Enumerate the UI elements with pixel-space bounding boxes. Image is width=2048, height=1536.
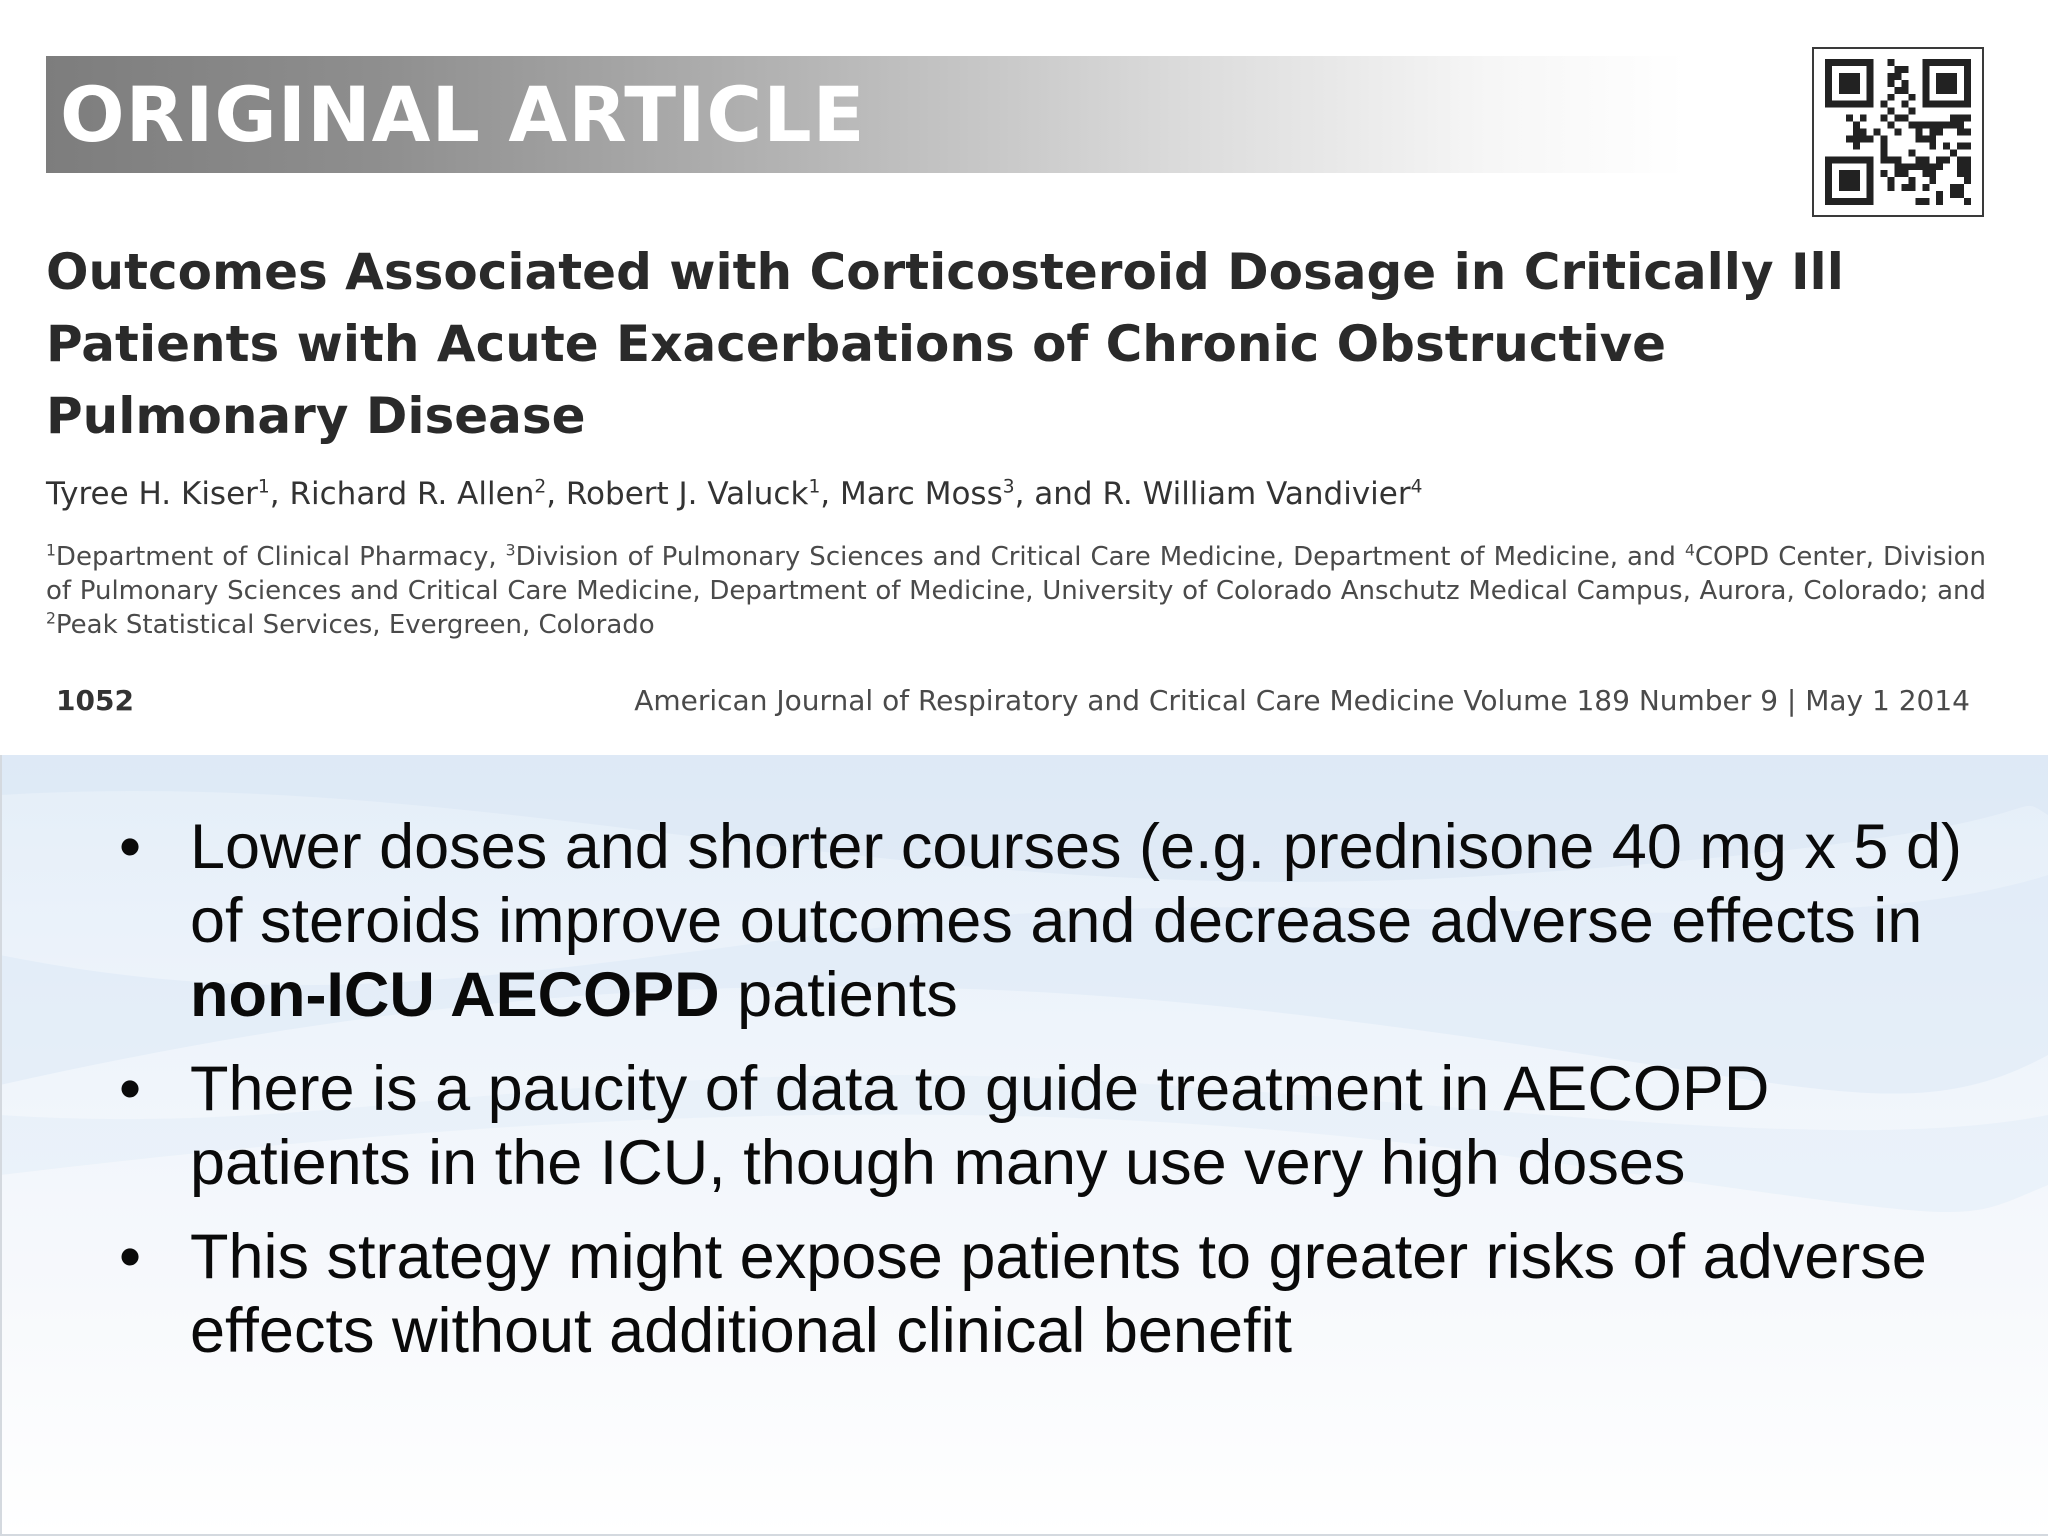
- affil-sup: 3: [505, 541, 516, 560]
- author-affiliation-sup: 2: [534, 476, 547, 498]
- article-header-image: [0, 0, 2048, 755]
- author-separator: ,: [269, 476, 290, 512]
- bullet-text: There is a paucity of data to guide treatment in AECOPD patients in the ICU, though many use very high doses: [190, 1054, 1770, 1198]
- page-number: 1052: [56, 684, 134, 717]
- author-affiliation-sup: 1: [808, 476, 821, 498]
- bullet-text: This strategy might expose patients to greater risks of adverse effects without additional clinical benefit: [190, 1222, 1927, 1366]
- banner-label: ORIGINAL ARTICLE: [60, 70, 866, 159]
- bullet-icon: •: [118, 812, 142, 882]
- author-name: Marc Moss: [840, 476, 1003, 512]
- affil-sup: 2: [46, 609, 56, 628]
- bullet-icon: •: [118, 1054, 142, 1124]
- author-name: Richard R. Allen: [289, 476, 535, 512]
- bullet-text-bold: non-ICU AECOPD: [190, 960, 720, 1030]
- affil-text: Division of Pulmonary Sciences and Critical Care Medicine, Department of Medicine, and: [515, 542, 1685, 572]
- author-separator: ,: [546, 476, 566, 512]
- author-affiliation-sup: 1: [257, 476, 270, 498]
- author-affiliation-sup: 4: [1410, 476, 1423, 498]
- article-affiliations: [46, 540, 1986, 642]
- author-name: Robert J. Valuck: [565, 476, 809, 512]
- author-name: Tyree H. Kiser: [46, 476, 258, 512]
- author-affiliation-sup: 3: [1002, 476, 1015, 498]
- affil-sup: 4: [1684, 541, 1695, 560]
- journal-citation: American Journal of Respiratory and Critical Care Medicine Volume 189 Number 9 | May 1 2014: [634, 684, 1970, 717]
- affil-text: Department of Clinical Pharmacy,: [55, 542, 506, 572]
- bullet-item: [110, 1052, 1970, 1200]
- affil-sup: 1: [46, 541, 56, 560]
- author-name: R. William Vandivier: [1102, 476, 1411, 512]
- bullet-item: [110, 810, 1970, 1032]
- article-title: Outcomes Associated with Corticosteroid Dosage in Critically Ill Patients with Acute Exacerbations of Chronic Obstructive Pulmonary Disease: [46, 243, 1844, 445]
- author-separator: ,: [820, 476, 840, 512]
- bullet-item: [110, 1220, 1970, 1368]
- bullet-icon: •: [118, 1222, 142, 1292]
- bullet-list: [110, 810, 1970, 1388]
- article-authors: [46, 470, 1946, 518]
- affil-text: COPD Center, Division of Pulmonary Sciences and Critical Care Medicine, Department of Medicine, University of Colorado Anschutz Medical Campus, Aurora, Colorado; and: [46, 542, 1986, 606]
- affil-text: Peak Statistical Services, Evergreen, Colorado: [55, 610, 655, 640]
- qr-code-icon: [1812, 47, 1984, 217]
- bullet-text: patients: [719, 960, 958, 1030]
- author-separator: , and: [1014, 476, 1103, 512]
- bullet-text: Lower doses and shorter courses (e.g. prednisone 40 mg x 5 d) of steroids improve outcomes and decrease adverse effects in: [190, 812, 1962, 956]
